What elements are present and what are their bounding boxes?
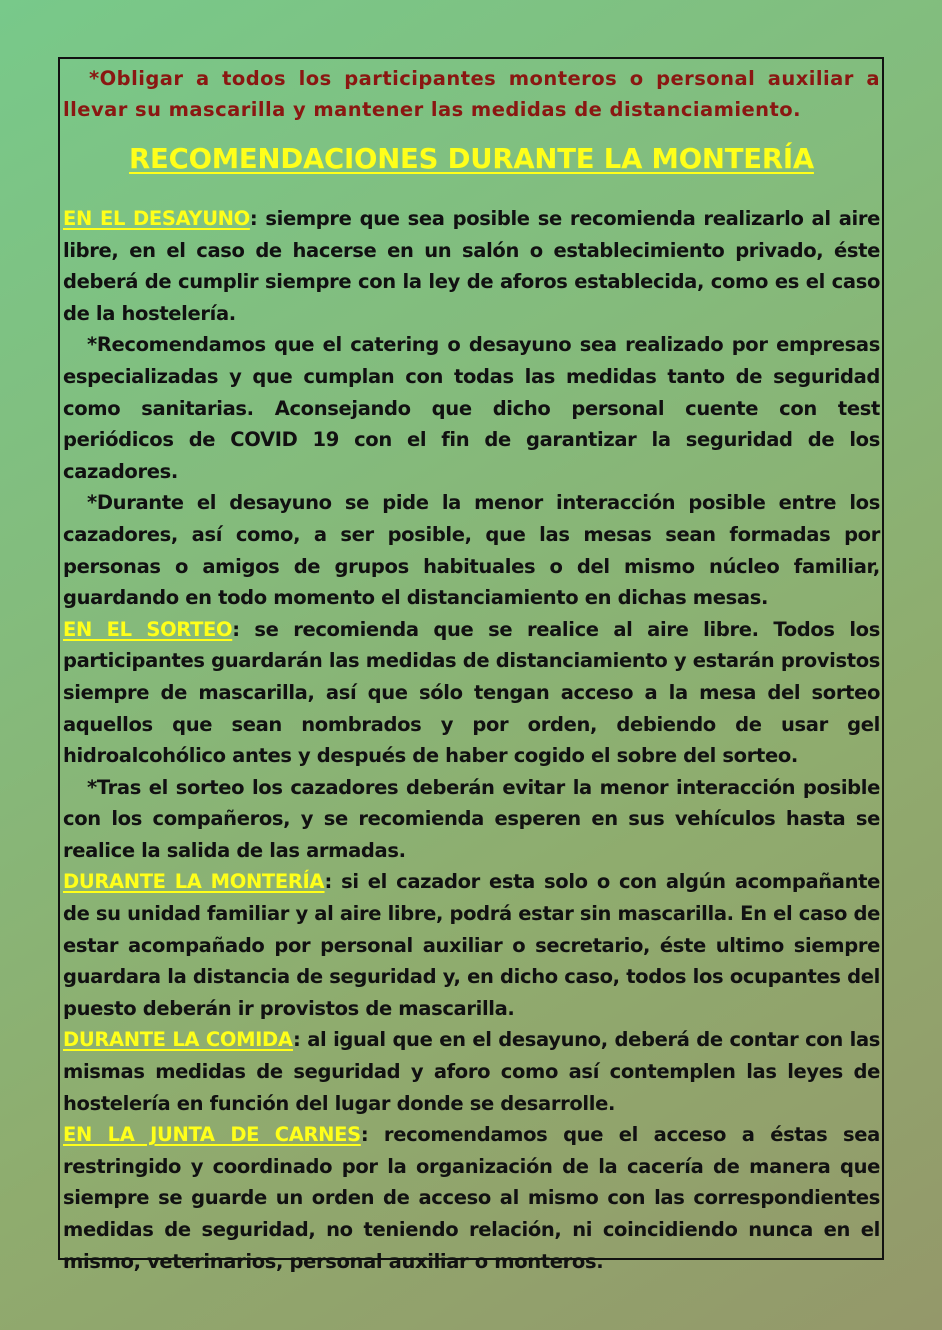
section-text-junta-carnes: : recomendamos que el acceso a éstas sea restringido y coordinado por la organización de la cacería de manera que siempre se guarde un orden de acceso al mismo con las correspondientes medidas de seguridad, no teniendo relación, ni coincidiendo nunca en el mismo, veterinarios, personal auxiliar o monteros. <box>63 1123 880 1273</box>
section-label-junta-carnes: EN LA JUNTA DE CARNES <box>63 1123 361 1147</box>
section-label-monteria: DURANTE LA MONTERÍA <box>63 870 325 894</box>
mask-notice: *Obligar a todos los participantes monteros o personal auxiliar a llevar su mascarilla y mantener las medidas de distanciamiento. <box>63 67 880 121</box>
page-title-block <box>63 139 880 183</box>
section-label-sorteo: EN EL SORTEO <box>63 617 233 641</box>
section-junta-carnes <box>63 1119 880 1277</box>
note-desayuno-catering: *Recomendamos que el catering o desayuno sea realizado por empresas especializadas y que cumplan con todas las medidas tanto de seguridad como sanitarias. Aconsejando que dicho personal cuente con test periódicos de COVID 19 con el fin de garantizar la seguridad de los cazadores. <box>63 333 880 483</box>
section-label-comida: DURANTE LA COMIDA <box>63 1028 294 1052</box>
page-title: RECOMENDACIONES DURANTE LA MONTERÍA <box>129 143 814 175</box>
section-desayuno <box>63 203 880 329</box>
section-comida <box>63 1024 880 1119</box>
section-label-desayuno: EN EL DESAYUNO <box>63 207 250 230</box>
section-text-sorteo: : se recomienda que se realice al aire libre. Todos los participantes guardarán las medidas de distanciamiento y estarán provistos siempre de mascarilla, así que sólo tengan acceso a la mesa del sorteo aquellos que sean nombrados y por orden, debiendo de usar gel hidroalcohólico antes y después de haber cogido el sobre del sorteo. <box>63 617 880 768</box>
section-text-monteria: : si el cazador esta solo o con algún acompañante de su unidad familiar y al aire libre, podrá estar sin mascarilla. En el caso de estar acompañado por personal auxiliar o secretario, éste ultimo siempre guardara la distancia de seguridad y, en dicho caso, todos los ocupantes del puesto deberán ir provistos de mascarilla. <box>63 870 880 1020</box>
section-sorteo <box>63 614 880 772</box>
note-desayuno-interaccion: *Durante el desayuno se pide la menor interacción posible entre los cazadores, así como, a ser posible, que las mesas sean formadas por personas o amigos de grupos habituales o del mismo núcleo familiar, guardando en todo momento el distanciamiento en dichas mesas. <box>63 491 880 610</box>
document-frame <box>58 57 884 1273</box>
section-text-comida: : al igual que en el desayuno, deberá de contar con las mismas medidas de seguridad y aforo como así contemplen las leyes de hostelería en función del lugar donde se desarrolle. <box>63 1028 881 1115</box>
section-monteria <box>63 866 880 1024</box>
note-sorteo-tras: *Tras el sorteo los cazadores deberán evitar la menor interacción posible con los compañeros, y se recomienda esperen en sus vehículos hasta se realice la salida de las armadas. <box>63 775 880 862</box>
section-text-desayuno: : siempre que sea posible se recomienda realizarlo al aire libre, en el caso de hacerse en un salón o establecimiento privado, éste deberá de cumplir siempre con la ley de aforos establecida, como es el caso de la hostelería. <box>63 207 880 325</box>
